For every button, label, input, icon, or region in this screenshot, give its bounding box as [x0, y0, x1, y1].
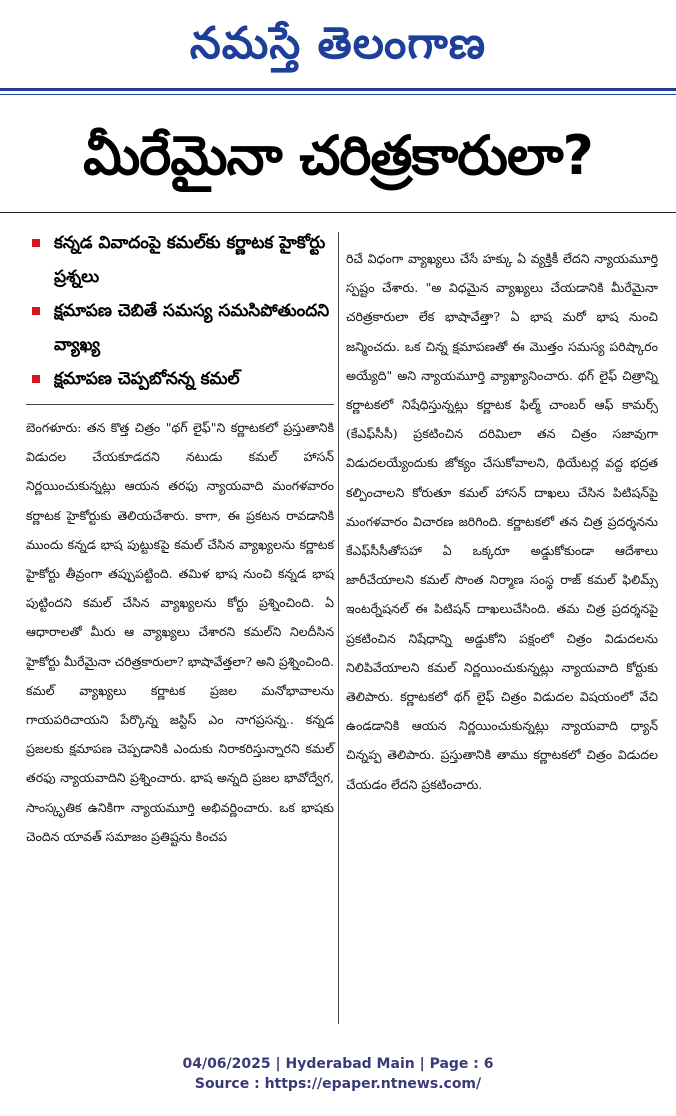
bullet-item: క్షమాపణ చెబితే సమస్య సమసిపోతుందని వ్యాఖ్య [26, 294, 334, 362]
masthead [0, 4, 676, 84]
column-divider [338, 232, 339, 1024]
highlight-bullets [26, 226, 334, 400]
masthead-rule [0, 88, 676, 91]
masthead-title: నమస్తే తెలంగాణ [189, 18, 487, 69]
edition-info: 04/06/2025 | Hyderabad Main | Page : 6 [182, 1056, 494, 1072]
masthead-rule-thin [0, 94, 676, 95]
headline: మీరేమైనా చరిత్రకారులా? [83, 124, 593, 187]
bullets-separator [26, 404, 334, 405]
article-body-left: బెంగళూరు: తన కొత్త చిత్రం "థగ్ లైఫ్"ని కర్ణాటకలో ప్రస్తుతానికి విడుదల చేయకూడదని నటుడు కమల్ హాసన్ నిర్ణయించుకున్నట్లు ఆయన తరఫు న్యాయవాది మంగళవారం కర్ణాటక హైకోర్టుకు తెలియచేశారు. కాగా, ఈ ప్రకటన రావడానికి ముందు కన్నడ భాష పుట్టుకపై కమల్ చేసిన వ్యాఖ్యలను కర్ణాటక హైకోర్టు తీవ్రంగా తప్పుపట్టింది. తమిళ భాష నుంచి కన్నడ భాష పుట్టిందని కమల్ చేసిన వ్యాఖ్యలను కోర్టు ప్రశ్నించింది. ఏ ఆధారాలతో మీరు ఆ వ్యాఖ్యలు చేశారని కమల్‌ని నిలదీసిన హైకోర్టు మీరేమైనా చరిత్రకారులా? భాషావేత్తలా? అని ప్రశ్నించింది. కమల్ వ్యాఖ్యలు కర్ణాటక ప్రజల మనోభావాలను గాయపరిచాయని పేర్కొన్న జస్టిస్ ఎం నాగప్రసన్న.. కన్నడ ప్రజలకు క్షమాపణ చెప్పడానికి ఎందుకు నిరాకరిస్తున్నారని కమల్ తరఫు న్యాయవాదిని ప్రశ్నించారు. భాష అన్నది ప్రజల భావోద్వేగ, సాంస్కృతిక ఉనికిగా న్యాయమూర్తి అభివర్ణించారు. ఒక భాషకు చెందిన యావత్ సమాజం ప్రతిష్టను కించప [26, 420, 334, 844]
article-column-right [346, 244, 658, 799]
headline-rule [0, 212, 676, 213]
bullet-item: క్షమాపణ చెప్పబోనన్న కమల్ [26, 362, 334, 400]
article-body-right: రిచే విధంగా వ్యాఖ్యలు చేసే హక్కు ఏ వ్యక్తికీ లేదని న్యాయమూర్తి స్పష్టం చేశారు. "అ విధమైన వ్యాఖ్యలు చేయడానికి మీరేమైనా చరిత్రకారులా లేక భాషావేత్తా? ఏ భాష మరో భాష నుంచి జన్మించదు. ఒక చిన్న క్షమాపణతో ఈ మొత్తం సమస్య పరిష్కారం అయ్యేది" అని న్యాయమూర్తి వ్యాఖ్యానించారు. థగ్ లైఫ్ చిత్రాన్ని కర్ణాటకలో నిషేధిస్తున్నట్లు కర్ణాటక ఫిల్మ్ చాంబర్ ఆఫ్ కామర్స్ (కేఎఫ్‌సీసీ) ప్రకటించిన దరిమిలా తన చిత్రం సజావుగా విడుదలయ్యేందుకు జోక్యం చేసుకోవాలని, థియేటర్ల వద్ద భద్రత కల్పించాలని కోరుతూ కమల్ హాసన్ దాఖలు చేసిన పిటిషన్‌పై మంగళవారం విచారణ జరిగింది. కర్ణాటకలో తన చిత్ర ప్రదర్శనను కేఎఫ్‌సీసీతోసహా ఏ ఒక్కరూ అడ్డుకోకుండా ఆదేశాలు జారీచేయాలని కమల్ సొంత నిర్మాణ సంస్థ రాజ్ కమల్ ఫిలిమ్స్ ఇంటర్నేషనల్ ఈ పిటిషన్ దాఖలుచేసింది. తమ చిత్ర ప్రదర్శనపై ప్రకటించిన నిషేధాన్ని అడ్డుకోని పక్షంలో చిత్రం విడుదలను నిలిపివేయాలని కమల్ నిర్ణయించుకున్నట్లు న్యాయవాది కోర్టుకు తెలిపారు. కర్ణాటకలో థగ్ లైఫ్ చిత్రం విడుదల విషయంలో వేచి ఉండడానికి ఆయన నిర్ణయించుకున్నట్లు న్యాయవాది ధ్యాన్ చిన్నప్ప తెలిపారు. ప్రస్తుతానికి తాము కర్ణాటకలో చిత్రం విడుదల చేయడం లేదని ప్రకటించారు. [346, 251, 658, 792]
red-square-icon [32, 307, 40, 315]
article-column-left [26, 226, 334, 851]
bullet-item: కన్నడ వివాదంపై కమల్‌కు కర్ణాటక హైకోర్టు ప్రశ్నలు [26, 226, 334, 294]
red-square-icon [32, 375, 40, 383]
source-link[interactable]: Source : https://epaper.ntnews.com/ [194, 1076, 482, 1092]
red-square-icon [32, 239, 40, 247]
